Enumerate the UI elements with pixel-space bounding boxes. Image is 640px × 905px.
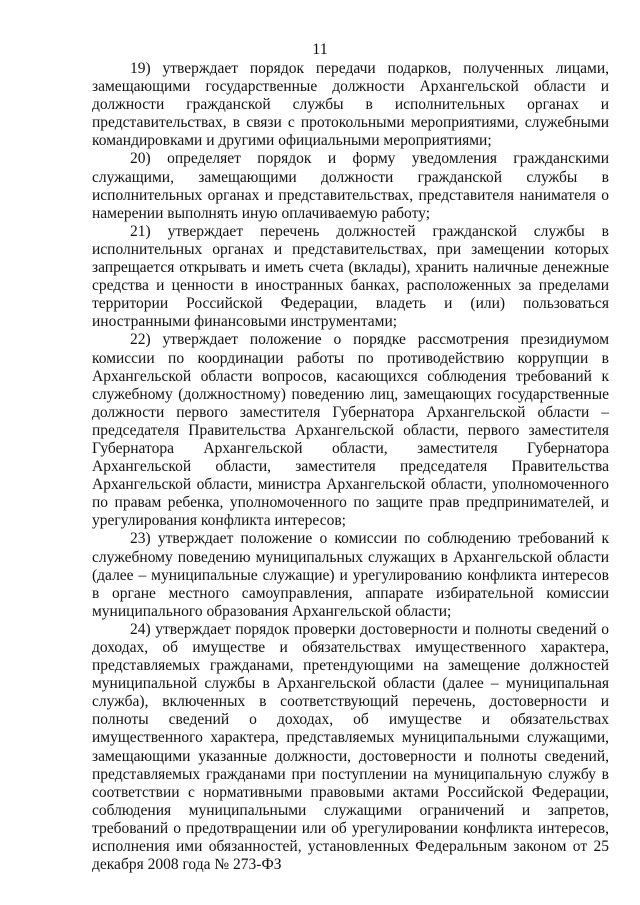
page-number: 11 <box>312 41 328 58</box>
paragraph-24: 24) утверждает порядок проверки достоверности и полноты сведений о доходах, об имуществе и обязательствах имущественного характера, представляемых гражданами, претендующими на замещение должностей муниципальной службы в Архангельской области (далее – муниципальная служба), включенных в соответствующий перечень, достоверности и полноты сведений о доходах, об имуществе и обязательствах имущественного характера, представляемых муниципальными служащими, замещающими указанные должности, достоверности и полноты сведений, представляемых гражданами при поступлении на муниципальную службу в соответствии с нормативными правовыми актами Российской Федерации, соблюдения муниципальными служащими ограничений и запретов, требований о предотвращении или об урегулировании конфликта интересов, исполнения ими обязанностей, установленных Федеральным законом от 25 декабря 2008 года № 273-ФЗ <box>92 620 609 874</box>
paragraph-22: 22) утверждает положение о порядке рассмотрения президиумом комиссии по координации работы по противодействию коррупции в Архангельской области вопросов, касающихся соблюдения требований к служебному (должностному) поведению лиц, замещающих государственные должности первого заместителя Губернатора Архангельской области – председателя Правительства Архангельской области, первого заместителя Губернатора Архангельской области, заместителя Губернатора Архангельской области, заместителя председателя Правительства Архангельской области, министра Архангельской области, уполномоченного по правам ребенка, уполномоченного по защите прав предпринимателей, и урегулирования конфликта интересов; <box>92 331 609 530</box>
paragraph-23: 23) утверждает положение о комиссии по соблюдению требований к служебному поведению муниципальных служащих в Архангельской области (далее – муниципальные служащие) и урегулированию конфликта интересов в органе местного самоуправления, аппарате избирательной комиссии муниципального образования Архангельской области; <box>92 530 609 620</box>
paragraph-19: 19) утверждает порядок передачи подарков, полученных лицами, замещающими государственные должности Архангельской области и должности гражданской службы в исполнительных органах и представительствах, в связи с протокольными мероприятиями, служебными командировками и другими официальными мероприятиями; <box>92 60 609 150</box>
document-body <box>92 60 609 874</box>
paragraph-20: 20) определяет порядок и форму уведомления гражданскими служащими, замещающими должности гражданской службы в исполнительных органах и представительствах, представителя нанимателя о намерении выполнять иную оплачиваемую работу; <box>92 150 609 222</box>
paragraph-21: 21) утверждает перечень должностей гражданской службы в исполнительных органах и представительствах, при замещении которых запрещается открывать и иметь счета (вклады), хранить наличные денежные средства и ценности в иностранных банках, расположенных за пределами территории Российской Федерации, владеть и (или) пользоваться иностранными финансовыми инструментами; <box>92 222 609 331</box>
